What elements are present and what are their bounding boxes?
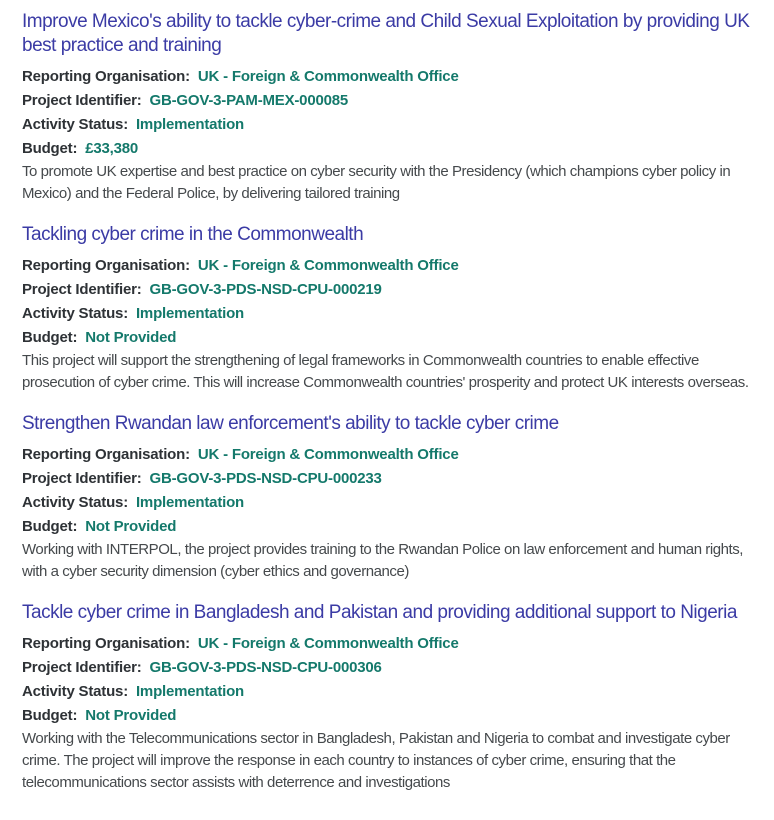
project-title-link[interactable]: Tackling cyber crime in the Commonwealth <box>22 224 364 245</box>
reporting-organisation-row <box>22 632 752 656</box>
project-title-link[interactable]: Strengthen Rwandan law enforcement's ability to tackle cyber crime <box>22 413 559 434</box>
budget-row <box>22 515 752 539</box>
project-identifier-label: Project Identifier: <box>22 281 142 298</box>
reporting-organisation-label: Reporting Organisation: <box>22 257 190 274</box>
project-identifier-link[interactable]: GB-GOV-3-PDS-NSD-CPU-000306 <box>149 659 382 676</box>
project-title-link[interactable]: Improve Mexico's ability to tackle cyber-crime and Child Sexual Exploitation by providing UK best practice and training <box>22 11 750 56</box>
activity-status-value: Implementation <box>135 305 245 322</box>
reporting-organisation-row <box>22 443 752 467</box>
budget-value: Not Provided <box>85 329 177 346</box>
budget-value: Not Provided <box>85 518 177 535</box>
activity-status-row <box>22 680 752 704</box>
activity-status-row <box>22 302 752 326</box>
project-entry <box>22 223 752 394</box>
activity-status-value: Implementation <box>135 683 245 700</box>
project-identifier-label: Project Identifier: <box>22 470 142 487</box>
reporting-organisation-label: Reporting Organisation: <box>22 635 190 652</box>
project-entry <box>22 601 752 794</box>
project-title-link[interactable]: Tackle cyber crime in Bangladesh and Pakistan and providing additional support to Nigeria <box>22 602 737 623</box>
activity-status-label: Activity Status: <box>22 683 128 700</box>
project-identifier-link[interactable]: GB-GOV-3-PAM-MEX-000085 <box>149 92 349 109</box>
project-title <box>22 412 752 436</box>
budget-value: £33,380 <box>85 140 139 157</box>
reporting-organisation-link[interactable]: UK - Foreign & Commonwealth Office <box>197 635 459 652</box>
project-entry <box>22 10 752 205</box>
activity-status-label: Activity Status: <box>22 305 128 322</box>
reporting-organisation-row <box>22 65 752 89</box>
project-title <box>22 10 752 58</box>
project-identifier-link[interactable]: GB-GOV-3-PDS-NSD-CPU-000233 <box>149 470 382 487</box>
project-description: To promote UK expertise and best practice on cyber security with the Presidency (which champions cyber policy in Mexico) and the Federal Police, by delivering tailored training <box>22 163 731 202</box>
budget-label: Budget: <box>22 140 78 157</box>
budget-row <box>22 704 752 728</box>
activity-status-value: Implementation <box>135 494 245 511</box>
reporting-organisation-link[interactable]: UK - Foreign & Commonwealth Office <box>197 257 459 274</box>
budget-label: Budget: <box>22 329 78 346</box>
project-identifier-row <box>22 89 752 113</box>
budget-row <box>22 137 752 161</box>
project-description: Working with the Telecommunications sector in Bangladesh, Pakistan and Nigeria to combat and investigate cyber crime. The project will improve the response in each country to instances of cyber crime, ensuring that the telecommunications sector assists with deterrence and investigations <box>22 730 730 791</box>
project-identifier-row <box>22 656 752 680</box>
budget-label: Budget: <box>22 707 78 724</box>
budget-label: Budget: <box>22 518 78 535</box>
activity-status-row <box>22 113 752 137</box>
project-title <box>22 601 752 625</box>
project-description: Working with INTERPOL, the project provides training to the Rwandan Police on law enforcement and human rights, with a cyber security dimension (cyber ethics and governance) <box>22 541 743 580</box>
activity-status-row <box>22 491 752 515</box>
activity-status-label: Activity Status: <box>22 116 128 133</box>
project-identifier-row <box>22 278 752 302</box>
project-entry <box>22 412 752 583</box>
reporting-organisation-row <box>22 254 752 278</box>
reporting-organisation-link[interactable]: UK - Foreign & Commonwealth Office <box>197 68 459 85</box>
activity-status-label: Activity Status: <box>22 494 128 511</box>
activity-status-value: Implementation <box>135 116 245 133</box>
project-identifier-label: Project Identifier: <box>22 659 142 676</box>
reporting-organisation-link[interactable]: UK - Foreign & Commonwealth Office <box>197 446 459 463</box>
budget-value: Not Provided <box>85 707 177 724</box>
reporting-organisation-label: Reporting Organisation: <box>22 68 190 85</box>
project-identifier-link[interactable]: GB-GOV-3-PDS-NSD-CPU-000219 <box>149 281 382 298</box>
project-description: This project will support the strengthening of legal frameworks in Commonwealth countries to enable effective prosecution of cyber crime. This will increase Commonwealth countries' prosperity and protect UK interests overseas. <box>22 352 749 391</box>
project-title <box>22 223 752 247</box>
project-identifier-row <box>22 467 752 491</box>
reporting-organisation-label: Reporting Organisation: <box>22 446 190 463</box>
budget-row <box>22 326 752 350</box>
project-identifier-label: Project Identifier: <box>22 92 142 109</box>
